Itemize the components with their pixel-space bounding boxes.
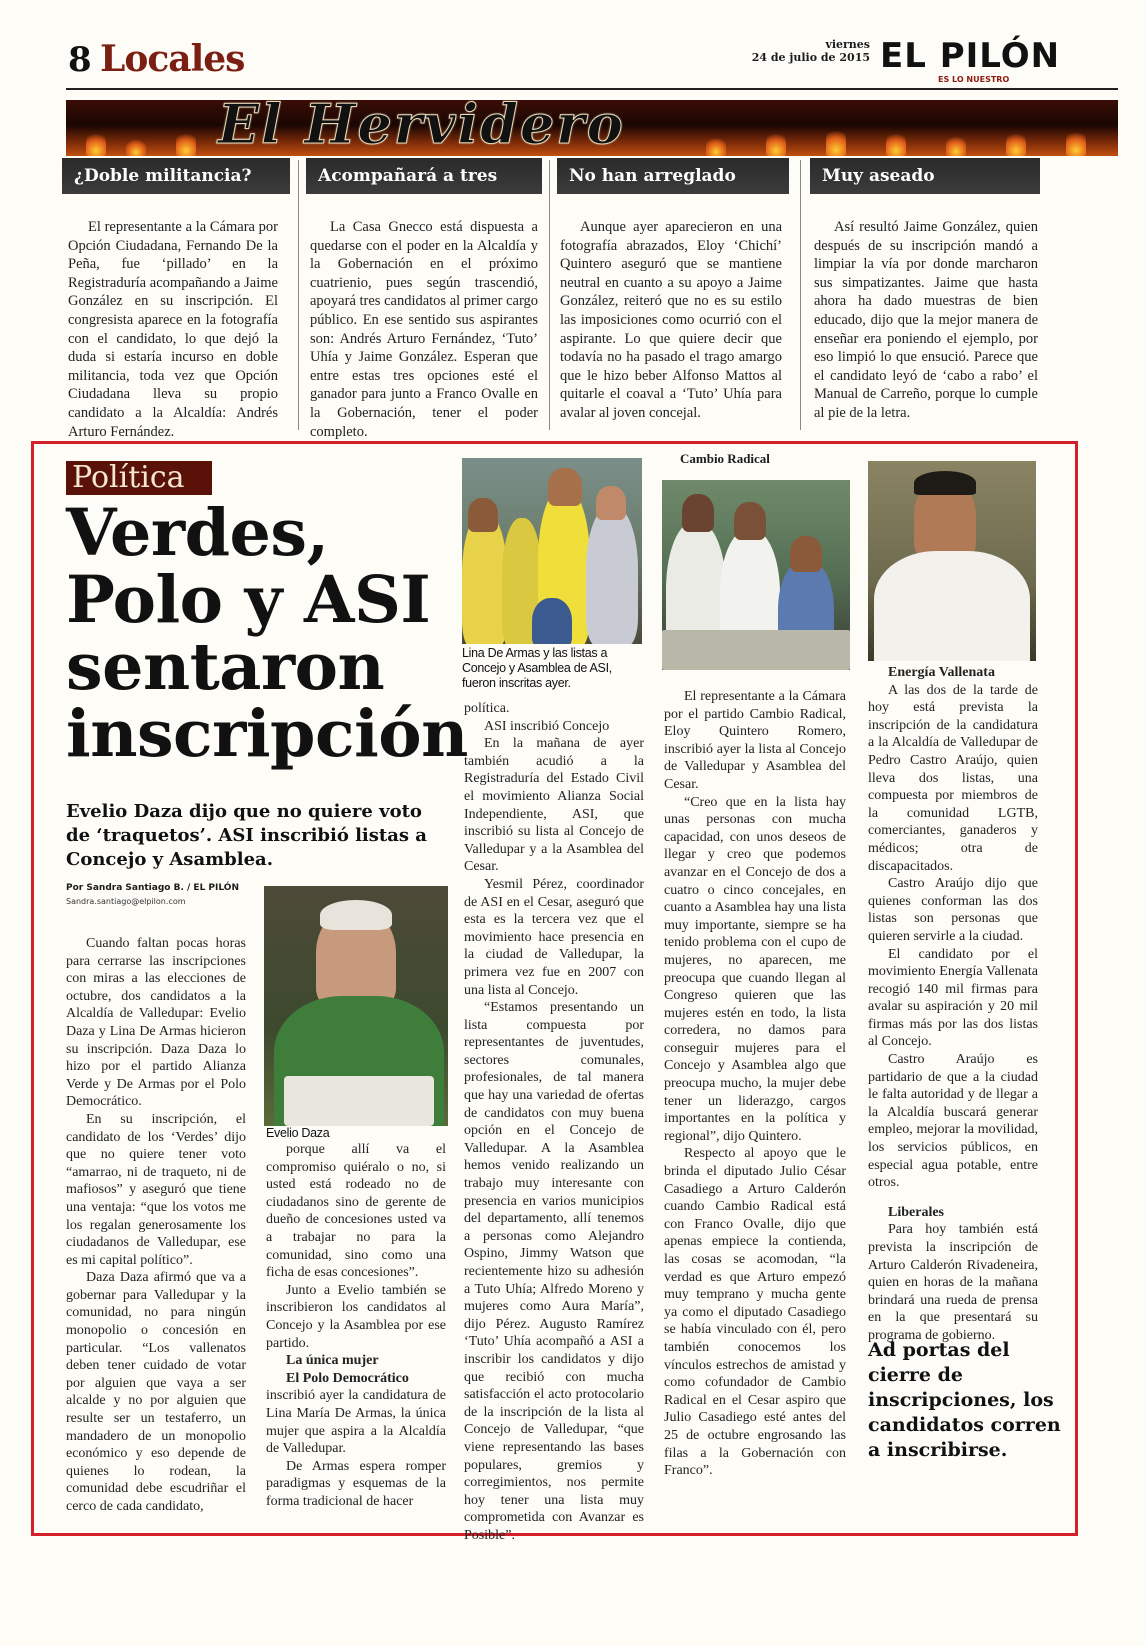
pedro-castro-photo bbox=[868, 461, 1036, 661]
paragraph: Daza Daza afirmó que va a gobernar para Valledupar y la comunidad, no para ningún monopolio o concesión en particular. “Los vallenatos deben tener cuidado de votar por alguien que vaya a ser alcalde y no por alguien que resulte ser un testaferro, un mandadero de un monopolio económico y eso depende de quienes lo rodean, la comunidad debe escudriñar el cerco de cada candidato, bbox=[66, 1270, 246, 1514]
evelio-daza-photo bbox=[264, 886, 448, 1126]
photo-caption: Evelio Daza bbox=[266, 1126, 330, 1140]
header-rule bbox=[66, 88, 1118, 90]
page-number: 8 bbox=[68, 40, 92, 80]
paragraph: Junto a Evelio también se inscribieron los candidatos al Concejo y la Asamblea por ese partido. bbox=[266, 1282, 446, 1351]
paragraph: En su inscripción, el candidato de los ‘Verdes’ dijo que no quiere tener voto “amarrao, ni de traqueto, ni de mafiosos” y aseguró que tiene una ventaja: “que los votos me los regalan generosamente los ciudadanos de Valledupar, ese es mi capital político”. bbox=[66, 1111, 246, 1268]
column-text: El representante a la Cámara por Opción Ciudadana, Fernando De la Peña, fue ‘pillado’ en la Registraduría acompañando a Jaime González en su inscripción. El congresista aparece en la fotografía con el candidato, lo que dejó la duda si estaría incurso en doble militancia, toda vez que Opción Ciudadana lleva su propio candidato a la Alcaldía: Andrés Arturo Fernández. bbox=[68, 219, 278, 440]
paragraph: Castro Araújo es partidario de que a la ciudad le falta autoridad y de llegar a la Alcaldía buscará generar empleo, mejorar la movilidad, los servicios públicos, en especial agua potable, entre otros. bbox=[868, 1052, 1038, 1191]
photo-caption: Lina De Armas y las listas a Concejo y Asamblea de ASI, fueron inscritas ayer. bbox=[462, 646, 612, 690]
column-divider bbox=[298, 160, 299, 430]
paragraph: Para hoy también está prevista la inscripción de Arturo Calderón Rivadeneira, quien en horas de la mañana brindará una rueda de prensa en la que presentará su programa de gobierno. bbox=[868, 1222, 1038, 1343]
pull-quote: Ad portas del cierre de inscripciones, los candidatos corren a inscribirse. bbox=[868, 1339, 1061, 1461]
article-headline: Verdes, Polo y ASI sentaron inscripción bbox=[66, 495, 468, 772]
column-text: Así resultó Jaime González, quien después de su inscripción mandó a limpiar la vía por donde marcharon sus simpatizantes. Jaime que hasta ahora ha dado muestras de bien educado, dijo que la mejor manera de enseñar era poniendo el ejemplo, por eso limpió lo que ensució. Parece que el candidato leyó de ‘cabo a rabo’ el Manual de Carreño, porque lo cumple al pie de la letra. bbox=[814, 219, 1038, 421]
subheading: Energía Vallenata bbox=[888, 665, 995, 680]
column-divider bbox=[800, 160, 801, 430]
paragraph: En la mañana de ayer también acudió a la Registraduría del Estado Civil el movimiento Alianza Social Independiente, ASI, que inscribió su lista al Concejo de Valledupar y a la Asamblea del Cesar. bbox=[464, 736, 644, 875]
issue-date: 24 de julio de 2015 bbox=[751, 51, 870, 64]
paragraph: El candidato por el movimiento Energía Vallenata recogió 140 mil firmas para avalar su aspiración y 20 mil firmas más por las dos listas al Concejo. bbox=[868, 946, 1038, 1050]
photo-heading: Cambio Radical bbox=[680, 451, 770, 466]
subheading: La única mujer bbox=[286, 1353, 379, 1369]
paragraph: Respecto al apoyo que le brinda el diputado Julio César Casadiego a Arturo Calderón cuando Cambio Radical está con Franco Ovalle, dijo que apenas empiece la contienda, las cosas se acomodan, “la verdad es que Arturo empezó muy temprano y mucha gente ya como el diputado Casadiego se había vinculado con él, pero también conocemos los vínculos estrechos de amistad y como cofundador de Cambio Radical en el Cesar aspiro que Julio Casadiego esté antes del 25 de octubre engrosando las filas a la Gobernación con Franco”. bbox=[664, 1146, 846, 1479]
date-block bbox=[735, 38, 870, 64]
article-subhead: Evelio Daza dijo que no quiere voto de ‘traquetos’. ASI inscribió listas a Concejo y Asamblea. bbox=[66, 801, 427, 870]
section-title: Locales bbox=[100, 38, 245, 80]
paragraph: política. bbox=[464, 701, 510, 716]
column-text: Aunque ayer aparecieron en una fotografía abrazados, Eloy ‘Chichí’ Quintero aseguró que se mantiene neutral en cuanto a su apoyo a Jaime González, reiteró que no es su estilo las imposiciones como ocurrió con el aspirante. Lo que quiere decir que todavía no ha pasado el trago amargo que le hizo beber Alfonso Mattos al quitarle el coaval a ‘Tuto’ Uhía para avalar al joven concejal. bbox=[560, 219, 782, 421]
paragraph: A las dos de la tarde de hoy está prevista la inscripción de la candidatura a la Alcaldía de Valledupar de Pedro Castro Araújo, quien lleva dos listas, una compuesta por miembros de la comunidad LGTB, comerciantes, ganaderos y médicos; otra de discapacitados. bbox=[868, 682, 1038, 874]
paragraph: inscribió ayer la candidatura de Lina María De Armas, la única mujer que aspira a la Alcaldía de Valledupar. bbox=[266, 1388, 446, 1457]
column-header: No han arreglado bbox=[557, 158, 789, 194]
article-kicker: Política bbox=[66, 461, 212, 495]
logo-tagline: ES LO NUESTRO bbox=[938, 75, 1010, 84]
subheading: Liberales bbox=[888, 1204, 944, 1220]
article-column-1 bbox=[66, 935, 246, 1516]
paragraph: Castro Araújo dijo que quienes conforman las dos listas son personas que quieren servirle a la ciudad. bbox=[868, 876, 1038, 944]
paragraph: “Creo que en la lista hay unas personas con mucha capacidad, con unos deseos de llegar y creo que podemos avanzar en el Concejo de dos a cuatro o cinco concejales, en cuanto a Asamblea hay una lista muy importante, siempre se ha tenido problema con el cupo de mujeres, no aparecen, me preocupa que cuando llegan al Congreso quieren que las mujeres estén en todo, la lista corredera, no damos para conseguir mujeres para el Concejo y Asamblea algo que preocupa mucho, la mujer debe tener un liderazgo, cargos importantes en la política y regional”, dijo Quintero. bbox=[664, 794, 846, 1144]
column-divider bbox=[549, 160, 550, 430]
subheading: El Polo Democrático bbox=[286, 1370, 409, 1386]
paragraph: El representante a la Cámara por el partido Cambio Radical, Eloy Quintero Romero, inscribió ayer la lista al Concejo de Valledupar y Asamblea del Cesar. bbox=[664, 689, 846, 792]
article-column-2 bbox=[266, 1141, 446, 1510]
article-column-4 bbox=[664, 688, 846, 1480]
lina-de-armas-photo bbox=[462, 458, 642, 644]
subheading: ASI inscribió Concejo bbox=[484, 718, 610, 734]
paragraph: porque allí va el compromiso quiéralo o no, si usted está rodeado no de ciudadanos sino de gerente de dueño de concesiones usted va a trabajar no para la comunidad, sino como una ficha de esas concesiones”. bbox=[266, 1142, 446, 1281]
paragraph: Cuando faltan pocas horas para cerrarse las inscripciones con miras a las elecciones de octubre, dos candidatos a la Alcaldía de Valledupar: Evelio Daza y Lina De Armas hicieron su inscripción. Daza Daza lo hizo por el partido Alianza Verde y De Armas por el Polo Democrático. bbox=[66, 936, 246, 1110]
banner-title: El Hervidero bbox=[218, 92, 625, 156]
newspaper-logo: EL PILÓN bbox=[880, 36, 1061, 76]
paragraph: “Estamos presentando un lista compuesta por representantes de juventudes, sectores comunales, profesionales, de tal manera que hay una variedad de ofertas de candidatos con muy buena opción en el Concejo de Valledupar. A la Asamblea hemos venido realizando un trabajo muy interesante con presencia en varios municipios del departamento, allí tenemos a personas como Alejandro Ospino, Jimmy Watson que recientemente hizo su adhesión a Tuto Uhía; Alfredo Moreno y mujeres como Aura María”, dijo Pérez. Augusto Ramírez ‘Tuto’ Uhía acompañó a ASI a inscribir los candidatos y dijo que recibió con mucha satisfacción el acto protocolario de la inscripción de la lista al Concejo de Valledupar, “que viene representando las bases populares, gremios y corregimientos, nos permite hoy tener una lista muy comprometida con Avanzar es Posible”. bbox=[464, 1000, 644, 1543]
paragraph: De Armas espera romper paradigmas y esquemas de la forma tradicional de hacer bbox=[266, 1458, 446, 1509]
column-header: ¿Doble militancia? bbox=[62, 158, 290, 194]
column-text: La Casa Gnecco está dispuesta a quedarse con el poder en la Alcaldía y la Gobernación en el próximo cuatrienio, pues según trascendió, apoyará tres candidatos al primer cargo público. En ese sentido sus aspirantes son: Andrés Arturo Fernández, ‘Tuto’ Uhía y Jaime González. Esperan que entre estas tres opciones esté el ganador para junto a Franco Ovalle en la Gobernación, tener el poder completo. bbox=[310, 219, 539, 440]
article-byline: Por Sandra Santiago B. / EL PILÓN bbox=[66, 883, 239, 893]
cambio-radical-photo bbox=[662, 480, 850, 670]
article-column-5 bbox=[868, 664, 1038, 1345]
issue-day: viernes bbox=[825, 38, 870, 51]
author-email: Sandra.santiago@elpilon.com bbox=[66, 897, 186, 906]
column-header: Muy aseado bbox=[810, 158, 1040, 194]
paragraph: Yesmil Pérez, coordinador de ASI en el Cesar, aseguró que esta es la tercera vez que el movimiento hace presencia en la ciudad de Valledupar, la primera vez fue en 2007 con una lista al Concejo. bbox=[464, 876, 644, 998]
column-header: Acompañará a tres bbox=[306, 158, 542, 194]
article-column-3 bbox=[464, 700, 644, 1545]
